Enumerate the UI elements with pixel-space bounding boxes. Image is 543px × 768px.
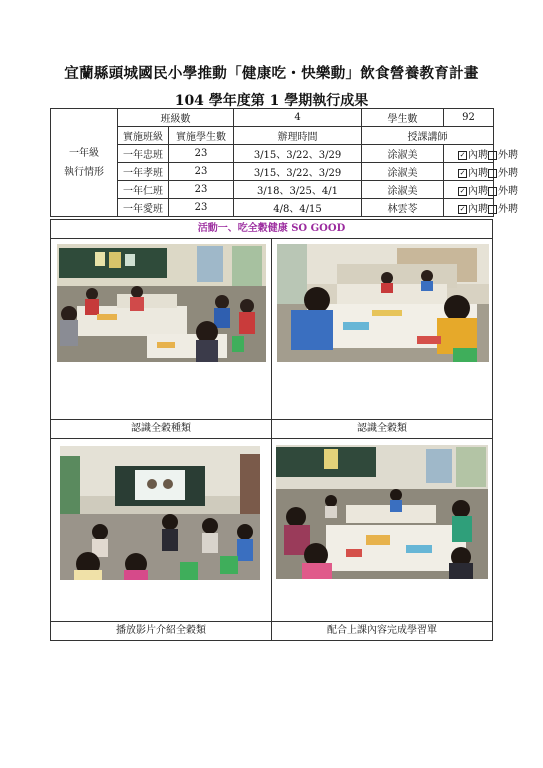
external-label: 外聘 (498, 150, 518, 161)
hire-type (444, 145, 518, 163)
class-name: 一年孝班 (118, 163, 169, 181)
checkbox-checked-icon: ✓ (459, 169, 466, 177)
document-title: 宜蘭縣頭城國民小學推動「健康吃・快樂動」飲食營養教育計畫 (64, 65, 479, 82)
student-count: 23 (169, 145, 234, 163)
classroom-photo-3 (60, 446, 260, 580)
photo-caption-3: 播放影片介紹全穀類 (50, 621, 272, 641)
execution-table (50, 108, 518, 217)
hire-type (444, 181, 518, 199)
activity-title: 活動一、吃全穀健康 SO GOOD (50, 219, 493, 239)
column-header-students: 實施學生數 (169, 127, 234, 145)
session-dates: 3/15、3/22、3/29 (234, 163, 362, 181)
student-count: 23 (169, 163, 234, 181)
checkbox-checked-icon: ✓ (459, 187, 466, 195)
internal-label: 內聘 (468, 204, 488, 215)
student-count-value: 92 (444, 109, 494, 127)
teacher-name: 林雲苓 (362, 199, 444, 217)
table-row (51, 163, 494, 181)
external-label: 外聘 (498, 204, 518, 215)
session-dates: 3/15、3/22、3/29 (234, 145, 362, 163)
photo-caption-2: 認識全穀類 (271, 419, 493, 439)
class-count-label: 班級數 (118, 109, 234, 127)
session-dates: 3/18、3/25、4/1 (234, 181, 362, 199)
table-row (51, 181, 494, 199)
checkbox-empty-icon (488, 169, 497, 178)
teacher-name: 涂淑美 (362, 163, 444, 181)
class-name: 一年仁班 (118, 181, 169, 199)
checkbox-empty-icon (488, 187, 497, 196)
checkbox-empty-icon (488, 151, 497, 160)
photo-caption-4: 配合上課內容完成學習單 (271, 621, 493, 641)
student-count-label: 學生數 (362, 109, 444, 127)
external-label: 外聘 (498, 186, 518, 197)
checkbox-checked-icon: ✓ (459, 205, 466, 213)
table-row (51, 199, 494, 217)
photo-caption-1: 認識全穀種類 (50, 419, 272, 439)
internal-label: 內聘 (468, 150, 488, 161)
student-count: 23 (169, 181, 234, 199)
grade-label-cell (51, 109, 118, 217)
checkbox-checked-icon: ✓ (459, 151, 466, 159)
summary-row (51, 109, 494, 127)
session-dates: 4/8、4/15 (234, 199, 362, 217)
class-count-value: 4 (234, 109, 362, 127)
checkbox-empty-icon (488, 205, 497, 214)
teacher-name: 涂淑美 (362, 181, 444, 199)
class-name: 一年愛班 (118, 199, 169, 217)
grade-label: 一年級 (69, 147, 99, 159)
classroom-photo-4 (276, 445, 488, 579)
class-name: 一年忠班 (118, 145, 169, 163)
classroom-photo-2 (277, 244, 489, 362)
teacher-name: 涂淑美 (362, 145, 444, 163)
document-subtitle: 104 學年度第 1 學期執行成果 (174, 93, 369, 109)
internal-label: 內聘 (468, 186, 488, 197)
table-row (51, 145, 494, 163)
column-header-dates: 辦理時間 (234, 127, 362, 145)
hire-type (444, 163, 518, 181)
classroom-photo-1 (57, 244, 266, 362)
column-header-class: 實施班級 (118, 127, 169, 145)
external-label: 外聘 (498, 168, 518, 179)
hire-type (444, 199, 518, 217)
student-count: 23 (169, 199, 234, 217)
column-header-teacher: 授課講師 (362, 127, 494, 145)
photo-grid (50, 238, 493, 640)
execution-label: 執行情形 (64, 166, 104, 178)
internal-label: 內聘 (468, 168, 488, 179)
column-header-row (51, 127, 494, 145)
